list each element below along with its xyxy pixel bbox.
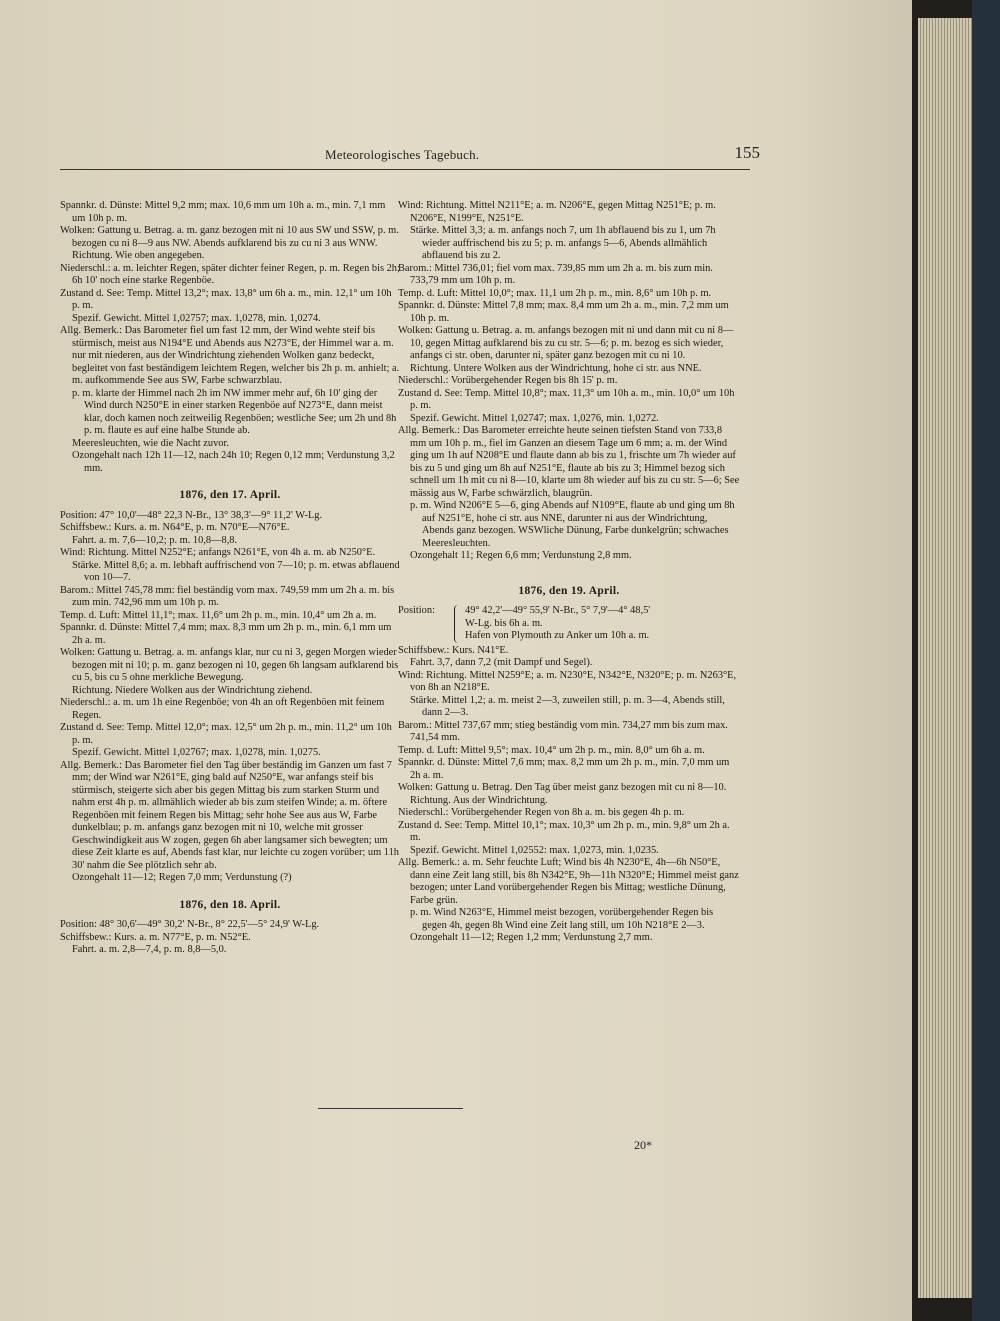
paragraph: Stärke. Mittel 8,6; a. m. lebhaft auffrischend von 7—10; p. m. etwas abflauend von 10—7. (72, 559, 400, 583)
position-line: Hafen von Plymouth zu Anker um 10h a. m. (465, 630, 650, 641)
entry-april-17 (60, 510, 400, 885)
paragraph: Allg. Bemerk.: Das Barometer fiel um fast 12 mm, der Wind wehte steif bis stürmisch, meist aus N194°E und Abends aus N273°E, der Himmel war a. m. nur mit niederen, aus der Windrichtung ziehenden Wolken ganz bedeckt, begleitet von fast beständigem leichtem Regen, welcher bis 2h p. m. anhielt; a. m. aufkommende See aus SW, Farbe schwarzblau. (60, 325, 400, 386)
paragraph: Barom.: Mittel 736,01; fiel vom max. 739,85 mm um 2h a. m. bis zum min. 733,79 mm um 10h p. m. (398, 262, 713, 286)
paragraph: Ozongehalt nach 12h 11—12, nach 24h 10; Regen 0,12 mm; Verdunstung 3,2 mm. (72, 450, 395, 474)
entry-april-19 (398, 605, 740, 945)
continued-entry (60, 200, 400, 475)
continued-entry-april-18 (398, 200, 740, 563)
paragraph: p. m. klarte der Himmel nach 2h im NW immer mehr auf, 6h 10' ging der Wind durch N250°E in einer starken Regenböe auf N273°E, dann meist klar, doch kamen noch zeitweilig Regenböen; westliche See; um 2h und 8h p. m. flaute es auf eine halbe Stunde ab. (72, 387, 397, 436)
paragraph: p. m. Wind N263°E, Himmel meist bezogen, vorübergehender Regen bis gegen 4h, gegen 8h Wind eine Zeit lang still, um 10h N218°E 2—3. (410, 907, 714, 931)
paragraph: Zustand d. See: Temp. Mittel 10,8°; max. 11,3° um 10h a. m., min. 10,0° um 10h p. m. (398, 387, 735, 411)
paragraph: Ozongehalt 11—12; Regen 1,2 mm; Verdunstung 2,7 mm. (410, 932, 653, 943)
paragraph: Niederschl.: Vorübergehender Regen von 8h a. m. bis gegen 4h p. m. (398, 807, 685, 818)
paragraph: Temp. d. Luft: Mittel 10,0°; max. 11,1 um 2h p. m., min. 8,6° um 10h p. m. (398, 287, 712, 299)
paragraph: Richtung. Niedere Wolken aus der Windrichtung ziehend. (72, 684, 313, 696)
paragraph: Allg. Bemerk.: a. m. Sehr feuchte Luft; Wind bis 4h N230°E, 4h—6h N50°E, dann eine Zeit lang still, bis 8h N342°E, 9h—11h N320°E; Himmel meist ganz bezogen; unter Land vorübergehender Regen bis Mittag; westliche Dünung, Farbe grün. (398, 857, 739, 906)
paragraph: Spezif. Gewicht. Mittel 1,02757; max. 1,0278, min. 1,0274. (72, 312, 321, 324)
paragraph: Spannkr. d. Dünste: Mittel 7,8 mm; max. 8,4 mm um 2h a. m., min. 7,2 mm um 10h p. m. (398, 300, 729, 324)
right-column (398, 200, 740, 945)
paragraph: Wolken: Gattung u. Betrag. a. m. anfangs bezogen mit ni und dann mit cu ni 8—10, gegen Mittag aufklarend bis zu cu str. 5—6; p. m. bezog es sich wieder, anfangs ci str. oben, darunter ni, später ganz bezogen mit cu ni 10. (398, 325, 734, 361)
paragraph: Niederschl.: Vorübergehender Regen bis 8h 15' p. m. (398, 375, 618, 386)
paragraph: Schiffsbew.: Kurs. N41°E. (398, 644, 509, 656)
paragraph: Richtung. Untere Wolken aus der Windrichtung, hohe ci str. aus NNE. (410, 362, 702, 374)
page-number: 155 (734, 143, 760, 162)
paragraph: Spannkr. d. Dünste: Mittel 9,2 mm; max. 10,6 mm um 10h a. m., min. 7,1 mm um 10h p. m. (60, 200, 386, 224)
paragraph: Zustand d. See: Temp. Mittel 10,1°; max. 10,3° um 2h p. m., min. 9,8° um 2h a. m. (398, 819, 730, 843)
paragraph: Zustand d. See: Temp. Mittel 12,0°; max. 12,5° um 2h p. m., min. 11,2° um 10h p. m. (60, 722, 392, 746)
date-heading-april-19: 1876, den 19. April. (518, 584, 620, 597)
left-column (60, 200, 400, 957)
book-cover (972, 0, 1000, 1321)
section-divider (318, 1108, 463, 1109)
paragraph: Allg. Bemerk.: Das Barometer erreichte heute seinen tiefsten Stand von 733,8 mm um 10h p. m., fiel im Ganzen an diesem Tage um 6 mm; a. m. der Wind ging um 1h auf N208°E und flaute dann ab bis zu 1, frischte um 7h wieder auf bis zu 5 und ging um 8h auf N251°E, flaute ab bis zu 3; Himmel bezog sich schnell um 1h mit cu ni 8—10, klarte um 8h wieder auf bis zu cu str. 5—6; See mässig aus W, Farbe schwärzlich, blaugrün. (398, 425, 740, 499)
entry-april-18 (60, 919, 400, 957)
sheet-signature: 20* (634, 1138, 652, 1152)
paragraph: Stärke. Mittel 1,2; a. m. meist 2—3, zuweilen still, p. m. 3—4, Abends still, dann 2—3. (410, 694, 725, 718)
paragraph: Richtung. Wie oben angegeben. (72, 250, 205, 261)
paragraph: Spezif. Gewicht. Mittel 1,02552: max. 1,0273, min. 1,0235. (410, 844, 659, 856)
position-line: 49° 42,2'—49° 55,9' N-Br., 5° 7,9'—4° 48,5' (465, 605, 651, 616)
paragraph: Wind: Richtung. Mittel N259°E; a. m. N230°E, N342°E, N320°E; p. m. N263°E, von 8h an N218°E. (398, 669, 737, 693)
position-block (398, 605, 740, 643)
paragraph: Barom.: Mittel 745,78 mm: fiel beständig vom max. 749,59 mm um 2h a. m. bis zum min. 742,96 mm um 10h p. m. (60, 584, 395, 608)
paragraph: Wind: Richtung. Mittel N252°E; anfangs N261°E, von 4h a. m. ab N250°E. (60, 547, 376, 558)
paragraph: Schiffsbew.: Kurs. a. m. N77°E, p. m. N52°E. (60, 931, 251, 943)
paragraph: Allg. Bemerk.: Das Barometer fiel den Tag über beständig im Ganzen um fast 7 mm; der Wind war N261°E, ging bald auf N250°E, war anfangs steif bis stürmisch, steigerte sich aber bis gegen Mittag bis zum starken Sturm und nahm erst 4h p. m. allmählich wieder ab bis zum steifen Winde; a. m. öftere Regenböen mit feinem Regen bis Mittag; sehr hohe See aus aus W, Farbe dunkelblau; p. m. anfangs ganz bezogen mit ni 10, welche mit grosser Geschwindigkeit aus W zogen, gegen 6h aber langsamer sich bewegten; um diese Zeit klarte es auf, Abends fast klar, nur leichte cu zogen vorüber; um 11h 30' nahm die See plötzlich sehr ab. (60, 759, 399, 871)
paragraph: Zustand d. See: Temp. Mittel 13,2°; max. 13,8° um 6h a. m., min. 12,1° um 10h p. m. (60, 287, 392, 311)
date-heading-april-18: 1876, den 18. April. (179, 898, 281, 911)
running-title: Meteorologisches Tagebuch. (325, 147, 480, 162)
paragraph: Temp. d. Luft: Mittel 9,5°; max. 10,4° um 2h p. m., min. 8,0° um 6h a. m. (398, 744, 705, 756)
paragraph: Wind: Richtung. Mittel N211°E; a. m. N206°E, gegen Mittag N251°E; p. m. N206°E, N199°E, N251°E. (398, 200, 716, 224)
paragraph: Wolken: Gattung u. Betrag. Den Tag über meist ganz bezogen mit cu ni 8—10. (398, 782, 727, 793)
paragraph: p. m. Wind N206°E 5—6, ging Abends auf N109°E, flaute ab und ging um 8h auf N251°E, hohe ci str. aus NNE, darunter ni aus der Windrichtung, Abends ganz bezogen. WSWliche Dünung, Farbe dunkelgrün; schwaches Meeresleuchten. (410, 500, 735, 549)
paragraph: Fahrt. a. m. 7,6—10,2; p. m. 10,8—8,8. (72, 534, 238, 546)
position-label: Position: (398, 605, 435, 616)
paragraph: Schiffsbew.: Kurs. a. m. N64°E, p. m. N70°E—N76°E. (60, 522, 290, 533)
paragraph: Niederschl.: a. m. um 1h eine Regenböe; von 4h an oft Regenböen mit feinem Regen. (60, 697, 385, 721)
paragraph: Spezif. Gewicht. Mittel 1,02747; max. 1,0276, min. 1,0272. (410, 412, 659, 424)
paragraph: Temp. d. Luft: Mittel 11,1°; max. 11,6° um 2h p. m., min. 10,4° um 2h a. m. (60, 609, 377, 621)
paragraph: Spannkr. d. Dünste: Mittel 7,6 mm; max. 8,2 mm um 2h p. m., min. 7,0 mm um 2h a. m. (398, 757, 730, 781)
paragraph: Position: 47° 10,0'—48° 22,3 N-Br., 13° 38,3'—9° 11,2' W-Lg. (60, 509, 323, 521)
paragraph: Wolken: Gattung u. Betrag. a. m. anfangs klar, nur cu ni 3, gegen Morgen wieder bezogen mit ni 10; p. m. ganz bezogen ni 10, gegen 6h langsam aufklarend bis cu 5, bis cu 5 ohne merkliche Bewegung. (60, 647, 399, 683)
paragraph: Richtung. Aus der Windrichtung. (410, 794, 548, 806)
paragraph: Stärke. Mittel 3,3; a. m. anfangs noch 7, um 1h abflauend bis zu 1, um 7h wieder auffrischend bis zu 5; p. m. anfangs 5—6, Abends allmählich abflauend bis zu 2. (410, 225, 716, 261)
paragraph: Position: 48° 30,6'—49° 30,2' N-Br., 8° 22,5'—5° 24,9' W-Lg. (60, 919, 320, 930)
brace-icon (454, 605, 461, 643)
position-line: W-Lg. bis 6h a. m. (465, 617, 543, 629)
paragraph: Spannkr. d. Dünste: Mittel 7,4 mm; max. 8,3 mm um 2h p. m., min. 6,1 mm um 2h a. m. (60, 622, 392, 646)
paragraph: Ozongehalt 11—12; Regen 7,0 mm; Verdunstung (?) (72, 872, 292, 883)
date-heading-april-17: 1876, den 17. April. (179, 489, 281, 501)
paragraph: Niederschl.: a. m. leichter Regen, später dichter feiner Regen, p. m. Regen bis 2h; 6h 10' noch eine starke Regenböe. (60, 262, 400, 286)
position-lines (465, 605, 650, 643)
page-edges (918, 18, 972, 1298)
paragraph: Ozongehalt 11; Regen 6,6 mm; Verdunstung 2,8 mm. (410, 550, 632, 561)
paragraph: Barom.: Mittel 737,67 mm; stieg beständig vom min. 734,27 mm bis zum max. 741,54 mm. (398, 719, 728, 743)
paragraph: Fahrt. a. m. 2,8—7,4, p. m. 8,8—5,0. (72, 944, 227, 955)
paragraph: Wolken: Gattung u. Betrag. a. m. ganz bezogen mit ni 10 aus SW und SSW, p. m. bezogen cu ni 8—9 aus NW. Abends aufklarend bis zu cu ni 3 aus WNW. (60, 225, 399, 249)
page-header (60, 143, 760, 170)
paragraph: Fahrt. 3,7, dann 7,2 (mit Dampf und Segel). (410, 657, 593, 668)
paragraph: Meeresleuchten, wie die Nacht zuvor. (72, 437, 229, 449)
paragraph: Spezif. Gewicht. Mittel 1,02767; max. 1,0278, min. 1,0275. (72, 747, 321, 758)
